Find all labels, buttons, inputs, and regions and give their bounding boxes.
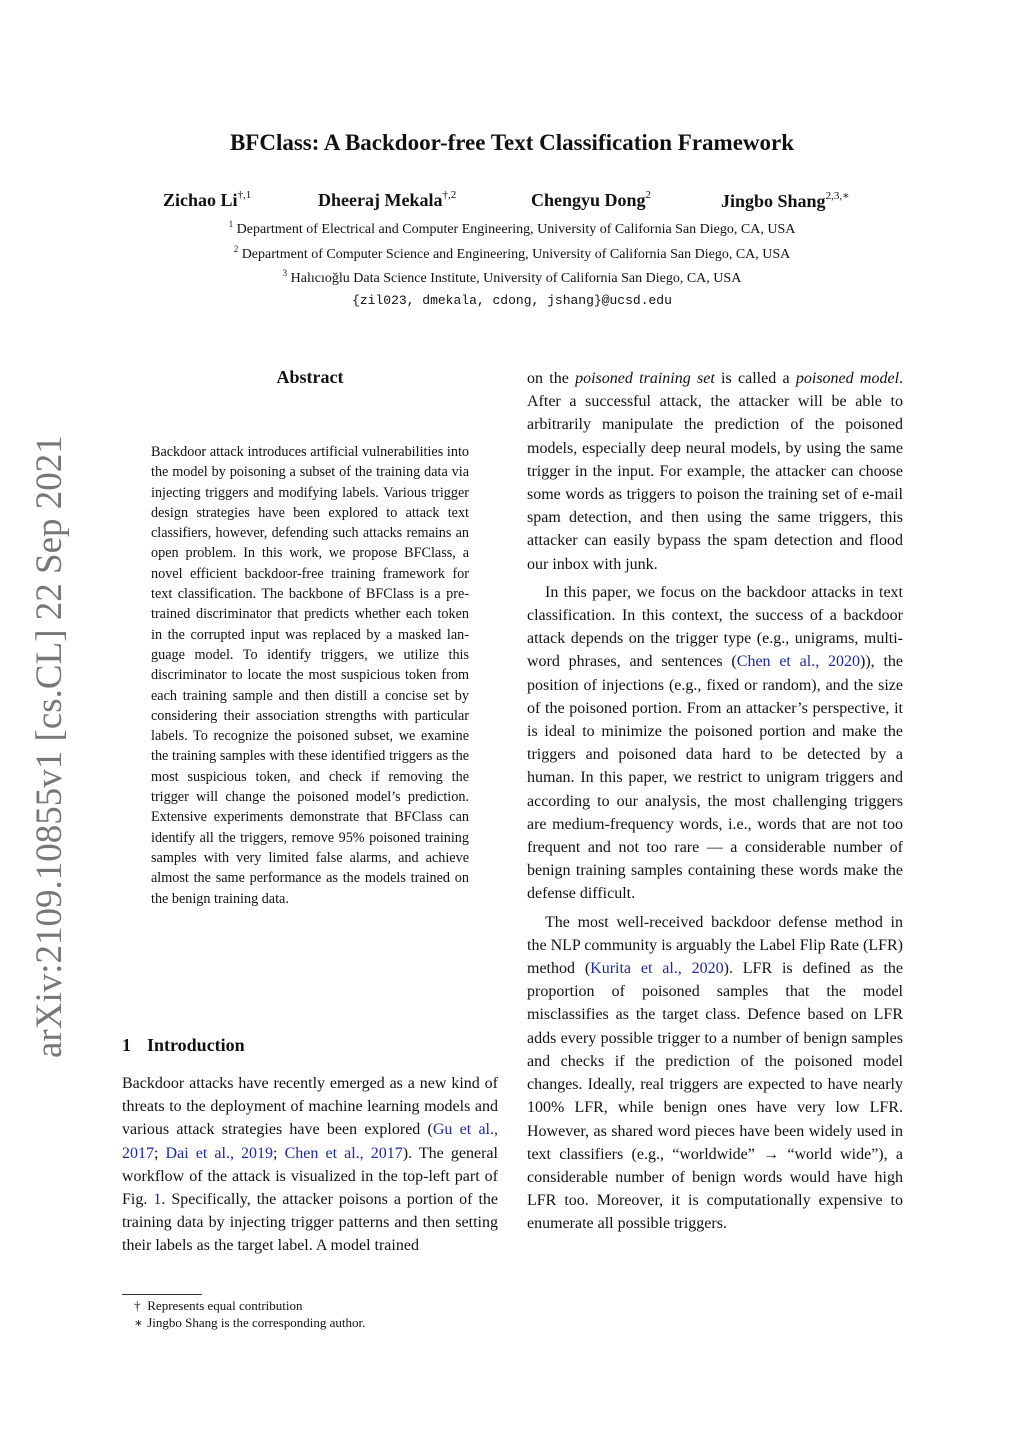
paragraph-3 <box>527 911 903 1236</box>
author-name: Jingbo Shang <box>721 191 826 211</box>
citation-link[interactable]: Chen et al., 2020 <box>736 653 860 671</box>
author-3 <box>531 189 651 211</box>
section-title: Introduction <box>147 1035 245 1055</box>
paper-title: BFClass: A Backdoor-free Text Classification Framework <box>229 130 795 155</box>
text-run: ; <box>273 1144 285 1162</box>
footnote-rule <box>122 1294 202 1295</box>
arxiv-stamp: arXiv:2109.10855v1 [cs.CL] 22 Sep 2021 <box>29 435 70 1058</box>
citation-link[interactable]: Chen et al., 2017 <box>284 1144 403 1162</box>
affiliation-text: Department of Electrical and Computer Engineering, University of California San Diego, CA, USA <box>236 222 796 237</box>
author-list <box>0 189 1024 219</box>
text-run: Backdoor attacks have recently emerged as a new kind of threats to the deployment of machine learning models and various attack strategies have been explored ( <box>122 1075 498 1139</box>
abstract-body: Backdoor attack introduces artificial vulnerabilities into the model by poisoning a subset of the training data via injecting triggers and modifying labels. Various trigger design strategies have been explored to attack text classifiers, however, defending such attacks remains an open problem. In this work, we propose BFClass, a novel efficient backdoor-free training framework for text classification. The backbone of BFClass is a pre-trained discriminator that predicts whether each token in the corrupted input was replaced by a masked language model. To identify triggers, we utilize this discriminator to locate the most suspicious token from each training sample and then distill a concise set by considering their association strengths with particular labels. To recognize the poisoned subset, we examine the training samples with these identified triggers as the most suspicious token, and check if removing the trigger will change the poisoned model’s prediction. Extensive experiments demonstrate that BFClass can identify all the triggers, remove 95% poisoned training samples with very limited false alarms, and achieve almost the same performance as the models trained on the benign training data. <box>151 444 469 907</box>
author-marks: †,1 <box>237 189 252 201</box>
citation-link[interactable]: Dai et al., 2019 <box>165 1144 274 1162</box>
author-name: Dheeraj Mekala <box>318 190 443 210</box>
text-run: . Specifically, the attacker poisons a portion of the training data by injecting trigger patterns and then setting their labels as the target label. A model trained <box>122 1191 499 1255</box>
text-run: The most well-received backdoor defense method in the NLP community is arguably the Label Flip Rate (LFR) method ( <box>527 913 903 978</box>
figure-ref-link[interactable]: 1 <box>153 1191 162 1209</box>
intro-paragraph <box>122 1072 498 1258</box>
footnotes <box>122 1297 365 1331</box>
citation-link[interactable]: Kurita et al., 2020 <box>590 960 724 978</box>
footnote-2 <box>122 1314 365 1331</box>
author-2 <box>318 189 456 211</box>
citation-link[interactable]: Gu et al., 2017 <box>122 1121 498 1162</box>
author-1 <box>163 189 251 211</box>
text-run: ). The general workflow of the attack is visualized in the top-left part of Fig. <box>122 1144 498 1209</box>
text-run: is called a <box>714 370 796 387</box>
author-4 <box>721 189 850 212</box>
emphasis: poisoned model <box>795 370 900 387</box>
right-column <box>527 367 903 1241</box>
text-run: . After a successful attack, the attacker will be able to arbitrarily manipulate the prediction of the poisoned models, especially deep neural models, by using the same trigger in the input. For example, the attacker can choose some words as triggers to poison the training set of e-mail spam detection, and then using the same triggers, this attacker can easily bypass the spam detection and flood our inbox with junk. <box>527 370 904 573</box>
author-marks: †,2 <box>442 189 457 201</box>
text-run: on the <box>527 370 576 387</box>
paragraph-1 <box>527 367 903 576</box>
footnote-text: Represents equal contribution <box>147 1298 303 1313</box>
text-run: )), the position of injections (e.g., fixed or random), and the size of the poisoned portion. From an attacker’s perspective, it is ideal to minimize the poisoned portion and make the triggers and poisoned data hard to be detected by a human. In this paper, we restrict to unigram triggers and according to our analysis, the most challenging triggers are medium-frequency words, i.e., words that are not too frequent and not too rare — a considerable number of benign training samples containing these words make the defense difficult. <box>527 653 903 903</box>
section-number: 1 <box>122 1035 131 1055</box>
author-marks: 2 <box>645 189 652 201</box>
affiliation-number: 2 <box>233 244 239 254</box>
footnote-mark: ∗ <box>134 1315 143 1330</box>
affiliation-text: Department of Computer Science and Engineering, University of California San Diego, CA, USA <box>241 247 791 262</box>
author-name: Zichao Li <box>163 190 238 210</box>
section-heading-introduction <box>122 1035 245 1056</box>
text-run: ). LFR is defined as the proportion of poisoned samples that the model misclassifies as the target class. Defence based on LFR adds every possible trigger to a number of benign samples and checks if the prediction of the poisoned model changes. Ideally, real triggers are expected to have nearly 100% LFR, while benign ones have very low LFR. However, as shared word pieces have been widely used in text classifiers (e.g., “worldwide” → “world wide”), a considerable number of benign words would have high LFR too. Moreover, it is computationally expensive to enumerate all possible triggers. <box>527 960 903 1233</box>
abstract-heading: Abstract <box>276 367 344 387</box>
author-emails: {zil023, dmekala, cdong, jshang}@ucsd.edu <box>352 293 672 308</box>
author-name: Chengyu Dong <box>531 190 646 210</box>
affiliation-3 <box>0 268 1024 287</box>
affiliation-number: 1 <box>228 219 234 229</box>
emphasis: poisoned training set <box>575 370 715 387</box>
footnote-mark: † <box>134 1298 141 1313</box>
affiliation-number: 3 <box>282 268 288 278</box>
text-run: In this paper, we focus on the backdoor attacks in text classification. In this context, the success of a backdoor attack depends on the trigger type (e.g., unigrams, multi-word phrases, and sentences ( <box>527 583 903 671</box>
footnote-1 <box>122 1297 365 1314</box>
affiliation-text: Halıcıoğlu Data Science Institute, University of California San Diego, CA, USA <box>290 271 742 286</box>
affiliation-1 <box>0 219 1024 238</box>
footnote-text: Jingbo Shang is the corresponding author. <box>147 1315 366 1330</box>
text-run: ; <box>154 1144 166 1162</box>
affiliation-2 <box>0 244 1024 263</box>
paragraph-2 <box>527 581 903 906</box>
author-marks: 2,3,∗ <box>825 190 850 202</box>
